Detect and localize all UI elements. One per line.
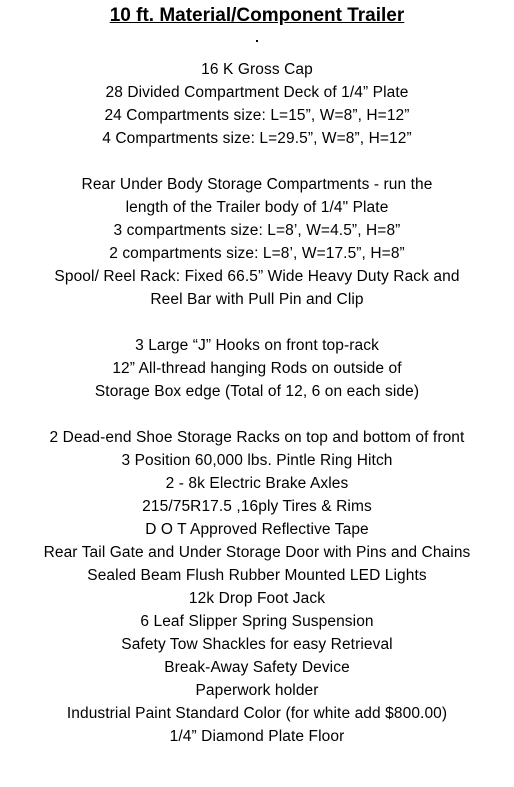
spec-line: Sealed Beam Flush Rubber Mounted LED Lights	[87, 567, 427, 584]
spec-line: 2 Dead-end Shoe Storage Racks on top and bottom of front	[49, 429, 465, 446]
spec-line: Break-Away Safety Device	[164, 659, 350, 676]
spec-line: 3 compartments size: L=8’, W=4.5”, H=8”	[113, 222, 401, 239]
spec-line: Safety Tow Shackles for easy Retrieval	[121, 636, 393, 653]
spec-line: 12k Drop Foot Jack	[188, 590, 326, 607]
spec-line: 2 - 8k Electric Brake Axles	[165, 475, 349, 492]
spec-line: 12” All-thread hanging Rods on outside of	[112, 360, 402, 377]
spec-line: 24 Compartments size: L=15”, W=8”, H=12”	[104, 107, 410, 124]
spec-line: Rear Tail Gate and Under Storage Door with Pins and Chains	[43, 544, 471, 561]
spec-line: Spool/ Reel Rack: Fixed 66.5” Wide Heavy Duty Rack and	[54, 268, 460, 285]
stray-dot	[256, 40, 258, 42]
spec-line: Paperwork holder	[195, 682, 319, 699]
spec-line: 16 K Gross Cap	[201, 61, 313, 78]
spec-line: 3 Large “J” Hooks on front top-rack	[135, 337, 379, 354]
spec-line: Reel Bar with Pull Pin and Clip	[150, 291, 364, 308]
spec-line: 1/4” Diamond Plate Floor	[169, 728, 345, 745]
spec-line: Storage Box edge (Total of 12, 6 on each side)	[94, 383, 420, 400]
spec-line: 28 Divided Compartment Deck of 1/4” Plate	[105, 84, 409, 101]
spec-line: 4 Compartments size: L=29.5”, W=8”, H=12”	[102, 130, 412, 147]
spec-line: 3 Position 60,000 lbs. Pintle Ring Hitch	[121, 452, 393, 469]
spec-line: length of the Trailer body of 1/4" Plate	[125, 199, 389, 216]
spec-line: 215/75R17.5 ,16ply Tires & Rims	[142, 498, 372, 515]
spec-line: Rear Under Body Storage Compartments - run the	[81, 176, 433, 193]
document-title: 10 ft. Material/Component Trailer	[109, 5, 405, 26]
spec-line: 2 compartments size: L=8’, W=17.5”, H=8”	[109, 245, 405, 262]
spec-line: 6 Leaf Slipper Spring Suspension	[140, 613, 374, 630]
spec-line: Industrial Paint Standard Color (for white add $800.00)	[66, 705, 448, 722]
spec-line: D O T Approved Reflective Tape	[145, 521, 369, 538]
